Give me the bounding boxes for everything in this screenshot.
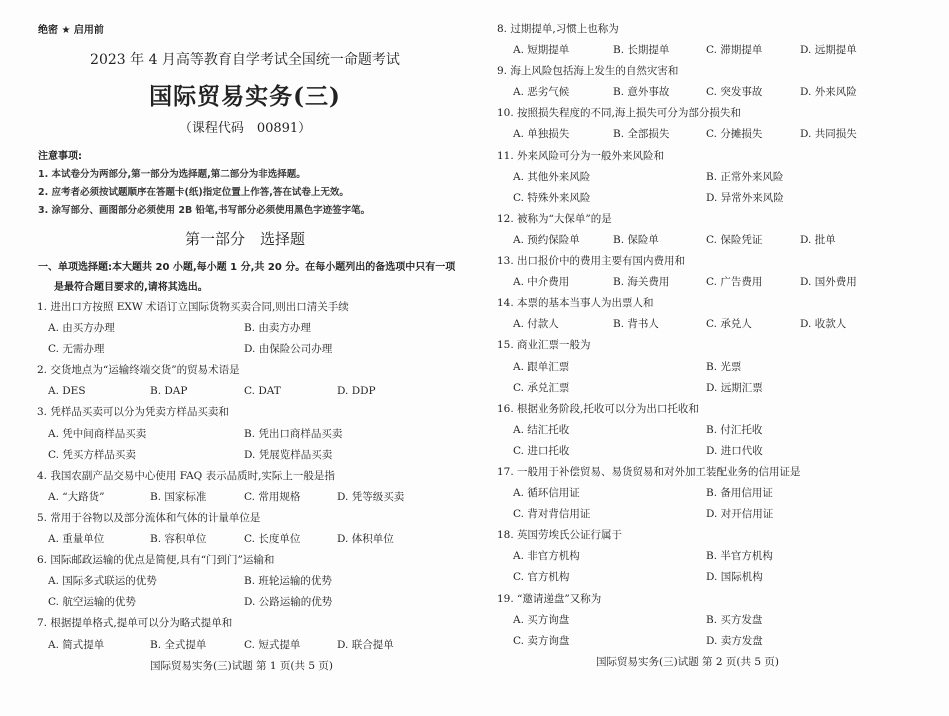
answer-option: D. 对开信用证	[706, 508, 774, 521]
answer-option: A. 中介费用	[513, 276, 570, 289]
note-item: 3. 涂写部分、画图部分必须使用 2B 铅笔,书写部分必须使用黑色字迹签字笔。	[38, 205, 371, 216]
answer-option: B. 备用信用证	[706, 487, 773, 500]
answer-option: B. 意外事故	[613, 86, 670, 99]
answer-option: C. 常用规格	[244, 490, 301, 503]
answer-option: A. 凭中间商样品买卖	[48, 427, 147, 440]
answer-option: B. 光票	[706, 360, 742, 373]
answer-option: D. 批单	[800, 233, 836, 246]
answer-option: D. 卖方发盘	[706, 634, 763, 647]
answer-option: A. 买方询盘	[513, 613, 570, 626]
answer-option: B. 凭出口商样品买卖	[244, 427, 343, 440]
questions-column-right	[497, 19, 917, 673]
page-footer: 国际贸易实务(三)试题 第 2 页(共 5 页)	[596, 655, 779, 668]
answer-option: B. 容积单位	[150, 533, 207, 546]
answer-option: A. 简式提单	[48, 638, 105, 651]
question-text: 2. 交货地点为“运输终端交货”的贸易术语是	[37, 364, 240, 377]
answer-option: B. 半官方机构	[706, 550, 773, 563]
answer-option: C. 航空运输的优势	[48, 596, 136, 609]
question-text: 3. 凭样品买卖可以分为凭卖方样品买卖和	[37, 406, 229, 419]
answer-option: B. 付汇托收	[706, 423, 763, 436]
answer-option: C. 承兑汇票	[513, 381, 570, 394]
options-row	[497, 167, 917, 188]
question-text: 15. 商业汇票一般为	[497, 339, 591, 352]
page-title: 国际贸易实务(三)	[149, 83, 341, 110]
options-row	[37, 635, 457, 656]
answer-option: A. 国际多式联运的优势	[48, 575, 157, 588]
answer-option: C. 特殊外来风险	[513, 191, 591, 204]
options-row	[37, 571, 457, 592]
options-row	[497, 82, 917, 103]
notes-heading: 注意事项:	[38, 151, 82, 162]
course-code: （课程代码 00891）	[178, 121, 312, 136]
answer-option: B. 背书人	[613, 318, 659, 331]
confidential-label: 绝密 ★ 启用前	[38, 25, 104, 36]
page-footer: 国际贸易实务(三)试题 第 1 页(共 5 页)	[150, 659, 333, 672]
options-row	[497, 230, 917, 251]
options-row	[497, 631, 917, 652]
options-row	[37, 339, 457, 360]
answer-option: B. 正常外来风险	[706, 170, 784, 183]
options-row	[497, 504, 917, 525]
options-row	[37, 592, 457, 613]
answer-option: B. 由卖方办理	[244, 322, 311, 335]
answer-option: D. 进口代收	[706, 444, 763, 457]
answer-option: D. 公路运输的优势	[244, 596, 333, 609]
answer-option: D. 共同损失	[800, 128, 857, 141]
answer-option: A. 恶劣气候	[513, 86, 570, 99]
answer-option: A. 单独损失	[513, 128, 570, 141]
options-row	[497, 40, 917, 61]
exam-session-title: 2023 年 4 月高等教育自学考试全国统一命题考试	[90, 52, 400, 68]
answer-option: D. 国外费用	[800, 276, 857, 289]
answer-option: A. DES	[48, 385, 86, 398]
options-row	[37, 445, 457, 466]
options-row	[497, 420, 917, 441]
options-row	[497, 441, 917, 462]
answer-option: A. 付款人	[513, 318, 559, 331]
answer-option: A. 结汇托收	[513, 423, 570, 436]
answer-option: D. 收款人	[800, 318, 847, 331]
question-text: 7. 根据提单格式,提单可以分为略式提单和	[37, 617, 233, 630]
answer-option: D. 国际机构	[706, 571, 763, 584]
answer-option: B. 全部损失	[613, 128, 670, 141]
options-row	[37, 381, 457, 402]
question-text: 11. 外来风险可分为一般外来风险和	[497, 149, 665, 162]
questions-column-left	[37, 297, 457, 677]
question-text: 19. “邀请递盘”又称为	[497, 592, 602, 605]
question-text: 12. 被称为“大保单”的是	[497, 212, 612, 225]
options-row	[497, 483, 917, 504]
question-text: 17. 一般用于补偿贸易、易货贸易和对外加工装配业务的信用证是	[497, 465, 801, 478]
answer-option: B. DAP	[150, 385, 188, 398]
answer-option: C. 凭买方样品买卖	[48, 448, 136, 461]
question-text: 4. 我国农副产品交易中心使用 FAQ 表示品质时,实际上一般是指	[37, 469, 335, 482]
options-row	[497, 357, 917, 378]
answer-option: A. 非官方机构	[513, 550, 580, 563]
answer-option: B. 全式提单	[150, 638, 207, 651]
answer-option: C. 突发事故	[706, 86, 763, 99]
options-row	[497, 188, 917, 209]
question-text: 9. 海上风险包括海上发生的自然灾害和	[497, 65, 679, 78]
answer-option: D. 联合提单	[337, 638, 394, 651]
options-row	[497, 546, 917, 567]
options-row	[37, 529, 457, 550]
answer-option: D. 远期提单	[800, 44, 857, 57]
options-row	[37, 318, 457, 339]
answer-option: B. 海关费用	[613, 276, 670, 289]
question-text: 1. 进出口方按照 EXW 术语订立国际货物买卖合同,则出口清关手续	[37, 301, 349, 313]
answer-option: C. 保险凭证	[706, 233, 763, 246]
options-row	[497, 272, 917, 293]
answer-option: A. 其他外来风险	[513, 170, 591, 183]
answer-option: D. 凭展览样品买卖	[244, 448, 333, 461]
answer-option: A. 由买方办理	[48, 322, 115, 335]
question-text: 14. 本票的基本当事人为出票人和	[497, 297, 654, 310]
note-item: 1. 本试卷分为两部分,第一部分为选择题,第二部分为非选择题。	[38, 169, 306, 180]
question-text: 13. 出口报价中的费用主要有国内费用和	[497, 255, 686, 268]
answer-option: D. 体积单位	[337, 533, 394, 546]
answer-option: A. 预约保险单	[513, 233, 580, 246]
question-text: 5. 常用于谷物以及部分流体和气体的计量单位是	[37, 511, 261, 524]
section-instruction-cont: 是最符合题目要求的,请将其选出。	[54, 282, 208, 293]
answer-option: A. 重量单位	[48, 533, 105, 546]
question-text: 10. 按照损失程度的不同,海上损失可分为部分损失和	[497, 107, 741, 120]
answer-option: A. “大路货”	[48, 490, 105, 503]
note-item: 2. 应考者必须按试题顺序在答题卡(纸)指定位置上作答,答在试卷上无效。	[38, 187, 349, 198]
answer-option: C. 短式提单	[244, 638, 301, 651]
options-row	[497, 567, 917, 588]
answer-option: C. 长度单位	[244, 533, 301, 546]
options-row	[37, 487, 457, 508]
answer-option: B. 长期提单	[613, 44, 670, 57]
question-text: 16. 根据业务阶段,托收可以分为出口托收和	[497, 402, 699, 415]
answer-option: A. 短期提单	[513, 44, 570, 57]
answer-option: D. 外来风险	[800, 86, 857, 99]
answer-option: C. 背对背信用证	[513, 508, 591, 521]
answer-option: A. 循环信用证	[513, 487, 580, 500]
options-row	[497, 610, 917, 631]
answer-option: D. 凭等级买卖	[337, 490, 405, 503]
question-text: 18. 英国劳埃氏公证行属于	[497, 529, 623, 542]
answer-option: A. 跟单汇票	[513, 360, 570, 373]
answer-option: C. 分摊损失	[706, 128, 763, 141]
answer-option: B. 保险单	[613, 233, 659, 246]
answer-option: B. 国家标准	[150, 490, 207, 503]
answer-option: B. 买方发盘	[706, 613, 763, 626]
answer-option: C. 卖方询盘	[513, 634, 570, 647]
answer-option: C. 无需办理	[48, 343, 105, 356]
options-row	[497, 314, 917, 335]
answer-option: C. 滞期提单	[706, 44, 763, 57]
options-row	[497, 124, 917, 145]
answer-option: D. 由保险公司办理	[244, 343, 333, 356]
answer-option: B. 班轮运输的优势	[244, 575, 332, 588]
options-row	[497, 378, 917, 399]
options-row	[37, 424, 457, 445]
section-title: 第一部分 选择题	[184, 230, 305, 248]
section-instruction: 一、单项选择题:本大题共 20 小题,每小题 1 分,共 20 分。在每小题列出的备选项中只有一项	[38, 262, 456, 273]
answer-option: D. 远期汇票	[706, 381, 763, 394]
answer-option: C. 进口托收	[513, 444, 570, 457]
question-text: 6. 国际邮政运输的优点是简便,具有“门到门”运输和	[37, 554, 275, 567]
answer-option: C. DAT	[244, 385, 281, 398]
answer-option: D. 异常外来风险	[706, 191, 784, 204]
question-text: 8. 过期提单,习惯上也称为	[497, 23, 619, 35]
answer-option: C. 广告费用	[706, 276, 763, 289]
answer-option: C. 官方机构	[513, 571, 570, 584]
answer-option: D. DDP	[337, 385, 376, 398]
answer-option: C. 承兑人	[706, 318, 752, 331]
